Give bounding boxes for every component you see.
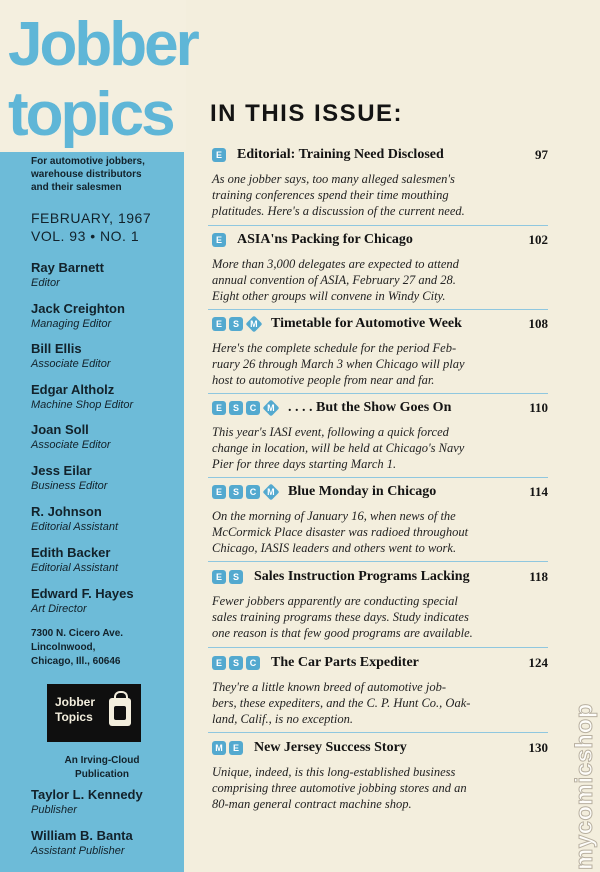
publication-address <box>31 627 123 669</box>
section-badge-icon <box>263 400 280 417</box>
contents-entry-header <box>212 569 548 589</box>
contents-entry-header <box>212 400 548 420</box>
tagline <box>31 155 179 194</box>
article-page-number: 97 <box>535 147 548 162</box>
publisher-entry <box>31 828 133 859</box>
staff-role: Managing Editor <box>31 318 112 330</box>
staff-entry <box>31 301 125 332</box>
article-description-line: Pier for three days starting March 1. <box>212 457 397 471</box>
section-badges <box>212 485 282 503</box>
article-description-line: Unique, indeed, is this long-established business <box>212 765 456 779</box>
publisher-role: Publisher <box>31 804 77 816</box>
article-page-number: 118 <box>529 569 548 584</box>
article-description-line: Eight other groups will convene in Windy City. <box>212 289 446 303</box>
contents-entry <box>212 232 548 304</box>
article-page-number: 102 <box>528 232 548 247</box>
publisher-name: William B. Banta <box>31 828 133 843</box>
article-description-line: bers, these expediters, and the C. P. Hunt Co., Oak- <box>212 696 471 710</box>
section-badge-letter: E <box>215 572 222 582</box>
article-page-number: 110 <box>529 400 548 415</box>
publisher-note-line: Publication <box>75 769 129 780</box>
article-description-line: land, Calif., is no exception. <box>212 712 353 726</box>
section-badges <box>212 741 246 759</box>
contents-entry <box>212 569 548 641</box>
article-description-line: They're a little known breed of automotive job- <box>212 680 446 694</box>
staff-role: Business Editor <box>31 480 108 492</box>
staff-role: Editorial Assistant <box>31 521 119 533</box>
section-badge-letter: M <box>267 487 275 497</box>
section-badge-letter: E <box>215 403 222 413</box>
staff-name: Bill Ellis <box>31 341 82 356</box>
article-title: Sales Instruction Programs Lacking <box>254 569 470 584</box>
section-badge-letter: C <box>249 487 257 497</box>
section-badge-letter: M <box>250 319 258 329</box>
entry-divider <box>208 309 548 310</box>
contents-entry <box>212 147 548 219</box>
article-description-line: 80-man general contract machine shop. <box>212 797 412 811</box>
article-description <box>212 764 548 812</box>
tagline-line: For automotive jobbers, <box>31 156 145 167</box>
tagline-line: warehouse distributors <box>31 169 142 180</box>
address-line: 7300 N. Cicero Ave. <box>31 628 124 639</box>
article-description <box>212 508 548 556</box>
logo-text-line-2: Topics <box>55 710 93 724</box>
staff-entry <box>31 545 118 576</box>
article-description-line: one reason is that few good programs are available. <box>212 626 473 640</box>
article-title: New Jersey Success Story <box>254 740 407 755</box>
publisher-note-line: An Irving-Cloud <box>64 755 140 766</box>
issue-date: FEBRUARY, 1967 <box>31 210 152 226</box>
contents-entry <box>212 484 548 556</box>
section-badges <box>212 656 263 674</box>
section-badge-letter: E <box>215 658 222 668</box>
section-badge-icon <box>246 316 263 333</box>
section-badge-letter: S <box>232 319 239 329</box>
article-description-line: This year's IASI event, following a quick forced <box>212 425 449 439</box>
staff-role: Associate Editor <box>31 439 111 451</box>
staff-name: Jack Creighton <box>31 301 125 316</box>
staff-name: Edward F. Hayes <box>31 586 134 601</box>
staff-name: Jess Eilar <box>31 463 92 478</box>
article-description <box>212 679 548 727</box>
article-description-line: Fewer jobbers apparently are conducting special <box>212 594 458 608</box>
section-badge-letter: M <box>267 403 275 413</box>
masthead-title-line-1: Jobber <box>8 10 197 79</box>
staff-name: Joan Soll <box>31 422 89 437</box>
article-description <box>212 340 548 388</box>
shopping-bag-icon <box>109 698 131 726</box>
contents-entry-header <box>212 147 548 167</box>
section-badge-icon <box>246 656 260 670</box>
article-description-line: platitudes. Here's a discussion of the current need. <box>212 204 465 218</box>
section-badge-letter: S <box>232 487 239 497</box>
entry-divider <box>208 477 548 478</box>
staff-name: R. Johnson <box>31 504 102 519</box>
section-badges <box>212 148 229 166</box>
article-title: . . . . But the Show Goes On <box>288 400 452 415</box>
article-description-line: change in location, will be held at Chicago's Navy <box>212 441 465 455</box>
section-badge-icon <box>246 485 260 499</box>
section-badge-icon <box>212 317 226 331</box>
section-badges <box>212 570 246 588</box>
article-description <box>212 256 548 304</box>
staff-role: Editor <box>31 277 60 289</box>
contents-entry <box>212 316 548 388</box>
section-badges <box>212 233 229 251</box>
staff-entry <box>31 422 110 453</box>
contents-entry-header <box>212 316 548 336</box>
publisher-entry <box>31 787 143 818</box>
jobber-topics-logo <box>47 684 141 742</box>
article-page-number: 124 <box>528 655 548 670</box>
article-description-line: comprising three automotive jobbing stores and an <box>212 781 467 795</box>
section-badge-icon <box>212 656 226 670</box>
staff-entry <box>31 586 134 617</box>
staff-entry <box>31 504 118 535</box>
section-badge-icon <box>229 401 243 415</box>
tagline-line: and their salesmen <box>31 182 122 193</box>
article-description <box>212 171 548 219</box>
article-title: ASIA'ns Packing for Chicago <box>237 232 413 247</box>
address-line: Chicago, Ill., 60646 <box>31 656 121 667</box>
staff-entry <box>31 382 133 413</box>
section-badge-icon <box>246 401 260 415</box>
contents-entry <box>212 400 548 472</box>
section-badge-icon <box>212 233 226 247</box>
issue-volume: VOL. 93 • NO. 1 <box>31 228 140 244</box>
section-badge-icon <box>229 485 243 499</box>
staff-entry <box>31 260 104 291</box>
section-badge-icon <box>212 401 226 415</box>
contents-entry-header <box>212 655 548 675</box>
staff-role: Editorial Assistant <box>31 562 119 574</box>
entry-divider <box>208 393 548 394</box>
article-title: Editorial: Training Need Disclosed <box>237 147 444 162</box>
section-badge-letter: C <box>249 403 257 413</box>
contents-entry-header <box>212 740 548 760</box>
staff-entry <box>31 341 110 372</box>
article-description-line: annual convention of ASIA, February 27 and 28. <box>212 273 456 287</box>
article-description-line: sales training programs these days. Study indicates <box>212 610 469 624</box>
section-badges <box>212 401 282 419</box>
section-badge-icon <box>212 485 226 499</box>
address-line: Lincolnwood, <box>31 642 96 653</box>
section-badge-letter: E <box>215 487 222 497</box>
section-badge-letter: E <box>232 743 239 753</box>
logo-text-line-1: Jobber <box>55 695 96 709</box>
entry-divider <box>208 225 548 226</box>
article-description-line: As one jobber says, too many alleged salesmen's <box>212 172 455 186</box>
article-description-line: host to automotive people from near and far. <box>212 373 435 387</box>
staff-name: Ray Barnett <box>31 260 104 275</box>
section-badge-icon <box>263 484 280 501</box>
section-badge-icon <box>229 656 243 670</box>
article-title: Blue Monday in Chicago <box>288 484 437 499</box>
entry-divider <box>208 561 548 562</box>
entry-divider <box>208 647 548 648</box>
article-description-line: Here's the complete schedule for the period Feb- <box>212 341 457 355</box>
section-badge-letter: E <box>215 319 222 329</box>
publisher-note <box>47 754 157 782</box>
section-badge-letter: E <box>215 235 222 245</box>
staff-role: Machine Shop Editor <box>31 399 134 411</box>
publisher-name: Taylor L. Kennedy <box>31 787 143 802</box>
contents-entry-header <box>212 232 548 252</box>
article-page-number: 130 <box>528 740 548 755</box>
section-badge-icon <box>212 570 226 584</box>
entry-divider <box>208 732 548 733</box>
section-badges <box>212 317 265 335</box>
section-badge-letter: M <box>215 743 223 753</box>
article-page-number: 108 <box>528 316 548 331</box>
article-title: The Car Parts Expediter <box>271 655 419 670</box>
article-description <box>212 424 548 472</box>
article-description-line: On the morning of January 16, when news of the <box>212 509 456 523</box>
staff-entry <box>31 463 107 494</box>
masthead-title-line-2: topics <box>8 80 173 149</box>
article-description-line: training conferences spend their time mouthing <box>212 188 449 202</box>
section-badge-letter: C <box>249 658 257 668</box>
section-badge-letter: S <box>232 658 239 668</box>
section-badge-icon <box>229 317 243 331</box>
article-description-line: ruary 26 through March 3 when Chicago will play <box>212 357 465 371</box>
contents-entry <box>212 740 548 812</box>
contents-entry-header <box>212 484 548 504</box>
section-badge-letter: S <box>232 403 239 413</box>
masthead <box>0 0 197 150</box>
watermark: mycomicshop <box>571 703 598 870</box>
article-description <box>212 593 548 641</box>
section-badge-icon <box>212 148 226 162</box>
section-badge-icon <box>212 741 226 755</box>
contents-heading: IN THIS ISSUE: <box>210 100 404 127</box>
publisher-role: Assistant Publisher <box>31 845 125 857</box>
staff-role: Associate Editor <box>31 358 111 370</box>
article-description-line: More than 3,000 delegates are expected to attend <box>212 257 459 271</box>
staff-role: Art Director <box>31 603 87 615</box>
section-badge-letter: S <box>232 572 239 582</box>
section-badge-letter: E <box>215 150 222 160</box>
contents-entry <box>212 655 548 727</box>
staff-name: Edgar Altholz <box>31 382 115 397</box>
article-page-number: 114 <box>529 484 548 499</box>
staff-name: Edith Backer <box>31 545 111 560</box>
section-badge-icon <box>229 570 243 584</box>
article-description-line: McCormick Place disaster was radioed throughout <box>212 525 469 539</box>
article-description-line: Chicago, IASIS leaders and others went to work. <box>212 541 457 555</box>
section-badge-icon <box>229 741 243 755</box>
article-title: Timetable for Automotive Week <box>271 316 462 331</box>
